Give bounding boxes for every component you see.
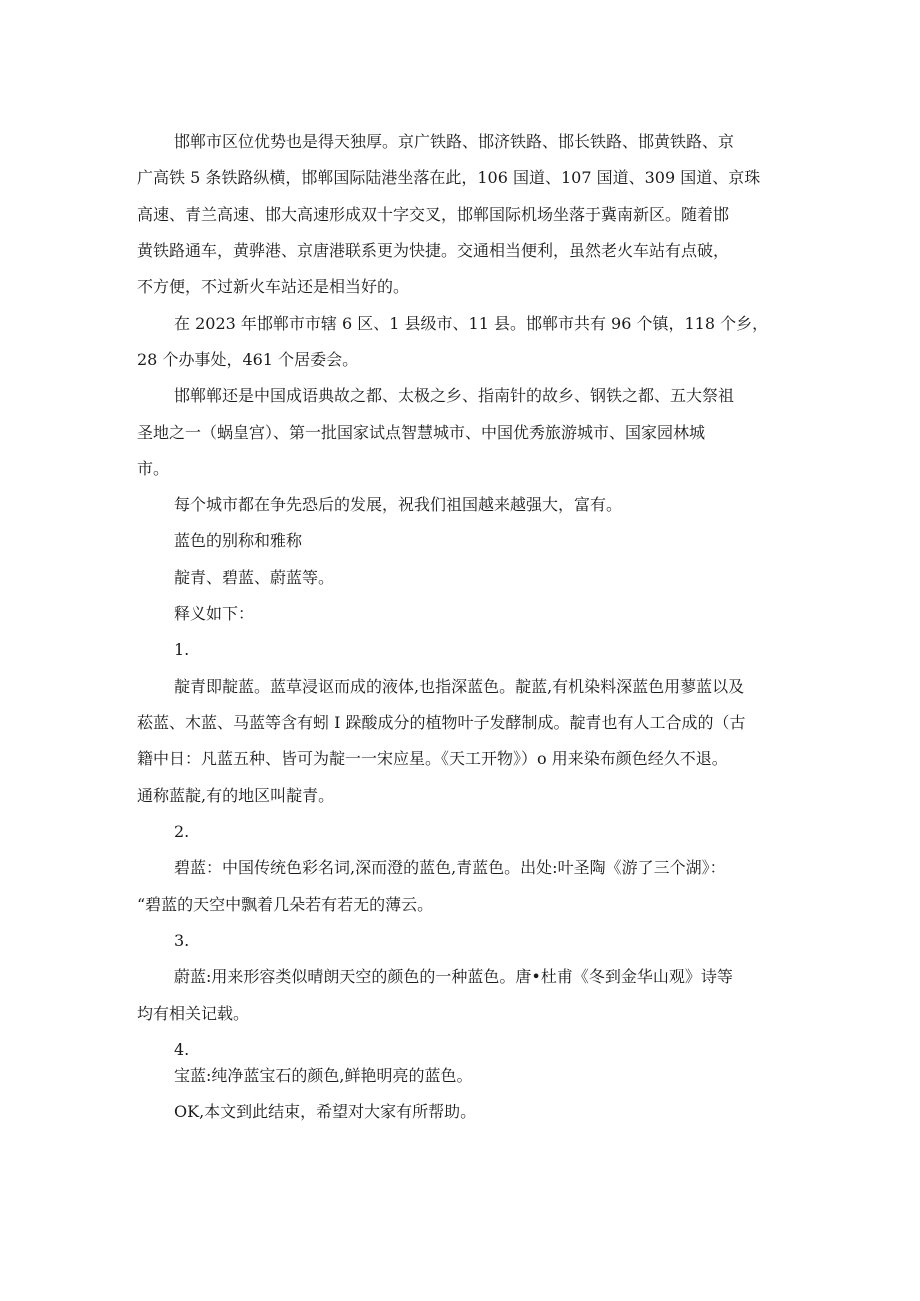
item-number-4: 4. xyxy=(174,1040,190,1059)
item-1-line-2: 菘蓝、木蓝、马蓝等含有蚓 I 跺酸成分的植物叶子发酵制成。靛青也有人工合成的（古 xyxy=(137,713,746,732)
item-1-line-1: 靛青即靛蓝。蓝草浸讴而成的液体,也指深蓝色。靛蓝,有机染料深蓝色用蓼蓝以及 xyxy=(174,677,745,696)
paragraph-handan-location-line-5: 不方便，不过新火车站还是相当好的。 xyxy=(137,277,410,296)
item-3-line-1: 蔚蓝:用来形容类似晴朗天空的颜色的一种蓝色。唐•杜甫《冬到金华山观》诗等 xyxy=(174,967,733,986)
paragraph-handan-location-line-3: 高速、青兰高速、邯大高速形成双十字交叉，邯郸国际机场坐落于冀南新区。随着邯 xyxy=(137,205,730,224)
definitions-intro: 释义如下： xyxy=(174,604,255,623)
paragraph-titles-line-1: 邯郸郸还是中国成语典故之都、太极之乡、指南针的故乡、钢铁之都、五大祭祖 xyxy=(174,386,735,405)
item-1-line-4: 通称蓝靛,有的地区叫靛青。 xyxy=(137,786,335,805)
closing-line: OK,本文到此结束，希望对大家有所帮助。 xyxy=(174,1102,477,1121)
item-2-line-1: 碧蓝：中国传统色彩名词,深而澄的蓝色,青蓝色。出处:叶圣陶《游了三个湖》： xyxy=(174,858,726,877)
paragraph-handan-location-line-4: 黄铁路通车，黄骅港、京唐港联系更为快捷。交通相当便利，虽然老火车站有点破， xyxy=(137,241,730,260)
item-number-1: 1. xyxy=(174,640,190,659)
paragraph-administrative-line-2: 28 个办事处，461 个居委会。 xyxy=(137,350,359,369)
item-4-line-1: 宝蓝:纯净蓝宝石的颜色,鲜艳明亮的蓝色。 xyxy=(174,1066,473,1085)
item-1-line-3: 籍中日：凡蓝五种、皆可为靛一一宋应星。《天工开物》）o 用来染布颜色经久不退。 xyxy=(137,749,728,768)
item-number-2: 2. xyxy=(174,822,190,841)
section-heading-blue-names: 蓝色的别称和雅称 xyxy=(174,531,303,550)
paragraph-handan-location-line-1: 邯郸市区位优势也是得天独厚。京广铁路、邯济铁路、邯长铁路、邯黄铁路、京 xyxy=(174,132,735,151)
item-2-line-2: “碧蓝的天空中飘着几朵若有若无的薄云。 xyxy=(137,895,434,914)
paragraph-titles-line-3: 市。 xyxy=(137,459,170,478)
item-3-line-2: 均有相关记载。 xyxy=(137,1004,250,1023)
paragraph-wish: 每个城市都在争先恐后的发展，祝我们祖国越来越强大，富有。 xyxy=(174,495,623,514)
blue-names-list: 靛青、碧蓝、蔚蓝等。 xyxy=(174,568,335,587)
item-number-3: 3. xyxy=(174,931,190,950)
paragraph-handan-location-line-2: 广高铁 5 条铁路纵横，邯郸国际陆港坐落在此，106 国道、107 国道、309 国道、京珠 xyxy=(137,168,761,187)
paragraph-administrative-line-1: 在 2023 年邯郸市市辖 6 区、1 县级市、11 县。邯郸市共有 96 个镇，118 个乡， xyxy=(174,314,769,333)
paragraph-titles-line-2: 圣地之一（蜗皇宫）、第一批国家试点智慧城市、中国优秀旅游城市、国家园林城 xyxy=(137,423,706,442)
